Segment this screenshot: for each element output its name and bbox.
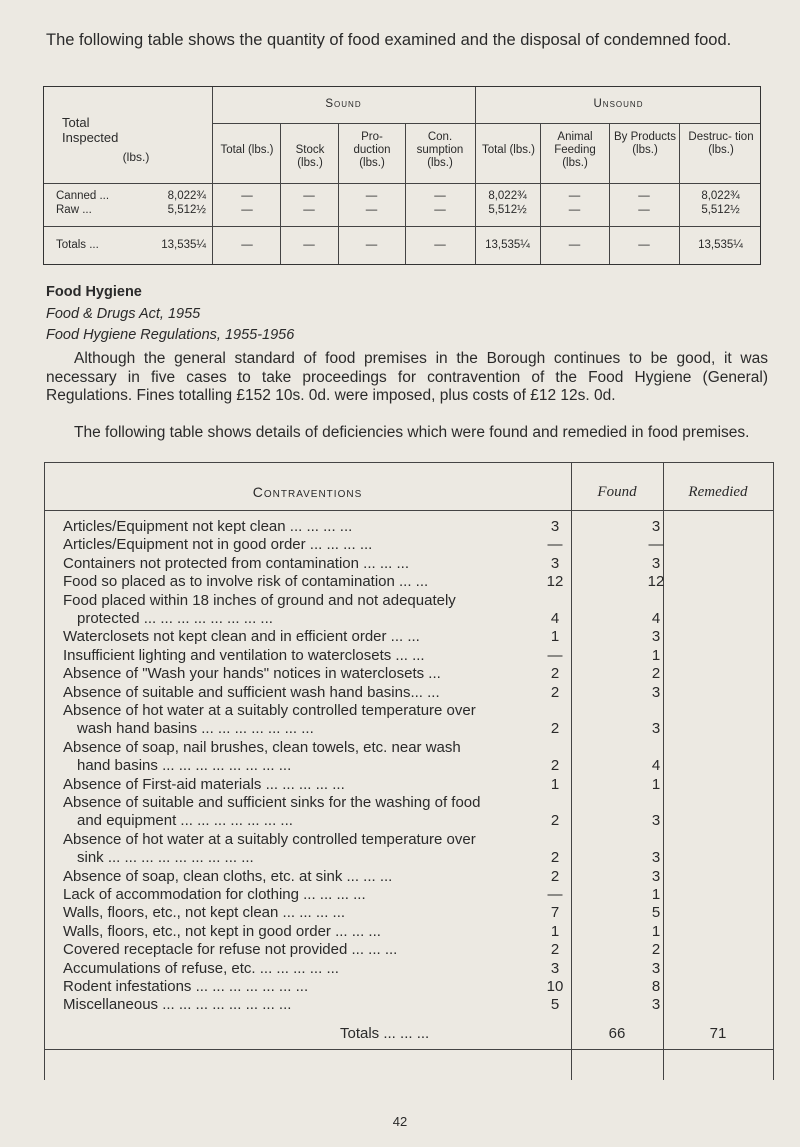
table-row	[63, 536, 774, 554]
found-count: 2	[550, 867, 560, 885]
divider	[212, 87, 213, 264]
found-count: 2	[550, 941, 560, 959]
contravention-label: Articles/Equipment not in good order ... ... ... ...	[63, 536, 373, 554]
remedied-count: 5	[651, 904, 661, 922]
table-row	[63, 831, 774, 849]
table-row	[63, 904, 774, 922]
table-row	[63, 868, 774, 886]
table-row	[63, 720, 774, 738]
contravention-label: protected ... ... ... ... ... ... ... ...	[77, 610, 273, 627]
col-sound-production: Pro- duction (lbs.)	[353, 131, 391, 169]
table-cell: —	[568, 190, 581, 202]
remedied-count: 3	[651, 959, 661, 977]
page-number: 42	[392, 1114, 408, 1129]
contravention-label: sink ... ... ... ... ... ... ... ... ...	[77, 849, 254, 867]
table-cell: —	[568, 204, 581, 216]
divider	[44, 462, 774, 463]
paragraph: Although the general standard of food premises in the Borough continues to be good, it was necessary in five cases to take proceedings for contravention of the Food Hygiene (General) Regulations. Fines totalling £152 10s. 0d. were imposed, plus costs of £12 12s. 0d.	[46, 350, 768, 404]
found-count: 2	[550, 849, 560, 867]
contravention-label: Insufficient lighting and ventilation to waterclosets ... ...	[63, 646, 425, 664]
header-sound: Sound	[325, 98, 362, 110]
table-cell: —	[241, 239, 253, 251]
table-cell: —	[434, 204, 446, 216]
table-row	[63, 941, 774, 959]
remedied-count: 3	[651, 554, 661, 572]
remedied-count: 3	[651, 683, 661, 701]
paragraph: The following table shows details of deficiencies which were found and remedied in food premises.	[74, 424, 750, 441]
remedied-count: 1	[651, 646, 661, 664]
contravention-label: Miscellaneous ... ... ... ... ... ... ... ...	[63, 996, 292, 1014]
found-count: 2	[550, 812, 560, 830]
table-row	[63, 996, 774, 1014]
contravention-label: Articles/Equipment not kept clean ... ... ... ...	[63, 518, 353, 535]
contravention-label: Lack of accommodation for clothing ... ... ... ...	[63, 886, 366, 903]
contravention-label: Walls, floors, etc., not kept clean ... ... ... ...	[63, 904, 346, 922]
found-count: 1	[550, 775, 560, 793]
table-row	[63, 518, 774, 536]
col-sound-stock: Stock (lbs.)	[295, 144, 325, 169]
divider	[44, 462, 45, 1080]
table-row	[63, 960, 774, 978]
contravention-label: hand basins ... ... ... ... ... ... ... ...	[77, 757, 292, 775]
found-count: 1	[550, 628, 560, 646]
header-found: Found	[597, 484, 637, 500]
table-cell: 13,535¼	[485, 239, 530, 251]
table-row	[63, 647, 774, 665]
remedied-count: 1	[651, 886, 661, 903]
table-row	[63, 702, 774, 720]
contravention-label: Accumulations of refuse, etc. ... ... ... ... ...	[63, 959, 339, 977]
found-count: 5	[550, 996, 560, 1014]
remedied-count: 2	[651, 941, 661, 959]
table-row	[63, 628, 774, 646]
table-cell: —	[303, 190, 315, 202]
totals-label: Totals ... ... ...	[340, 1025, 430, 1042]
contravention-label: Absence of suitable and sufficient wash hand basins... ...	[63, 683, 440, 701]
table-row	[63, 665, 774, 683]
contravention-label: Absence of hot water at a suitably controlled temperature over	[63, 830, 476, 848]
contravention-label: Waterclosets not kept clean and in efficient order ... ...	[63, 628, 420, 646]
remedied-count: 1	[651, 922, 661, 940]
found-count: 2	[550, 683, 560, 701]
table-row	[63, 849, 774, 867]
intro-text: The following table shows the quantity of food examined and the disposal of condemned food.	[46, 31, 732, 49]
found-count: 2	[550, 665, 560, 683]
remedied-count: 4	[651, 610, 661, 627]
remedied-count: —	[648, 536, 664, 554]
remedied-count: 4	[651, 757, 661, 775]
table-cell: 8,022¾	[701, 190, 740, 202]
contravention-label: Rodent infestations ... ... ... ... ... ... ...	[63, 978, 309, 995]
remedied-count: 1	[651, 775, 661, 793]
found-count: 10	[546, 978, 564, 995]
contravention-label: Absence of soap, clean cloths, etc. at sink ... ... ...	[63, 867, 393, 885]
divider	[44, 226, 760, 227]
row-label: Canned ...	[56, 190, 110, 202]
table-cell: —	[241, 204, 253, 216]
table-cell: —	[568, 239, 581, 251]
table-cell: —	[303, 204, 315, 216]
remedied-count: 3	[651, 628, 661, 646]
found-count: —	[547, 536, 563, 554]
table-row	[63, 812, 774, 830]
remedied-count: 3	[651, 518, 661, 535]
row-total: 5,512½	[167, 204, 206, 216]
found-count: 3	[550, 554, 560, 572]
found-count: —	[547, 886, 563, 903]
table-row	[63, 684, 774, 702]
found-count: 2	[550, 757, 560, 775]
found-count: 4	[550, 610, 560, 627]
table-row	[63, 573, 774, 591]
divider	[475, 87, 476, 264]
col-unsound-total: Total (lbs.)	[481, 144, 536, 156]
contravention-label: Absence of suitable and sufficient sinks for the washing of food	[63, 794, 481, 811]
table-row	[63, 794, 774, 812]
divider	[44, 1049, 774, 1050]
divider	[44, 183, 760, 184]
table-row	[63, 886, 774, 904]
table-row	[63, 757, 774, 775]
remedied-count: 3	[651, 720, 661, 738]
found-count: —	[547, 646, 563, 664]
header-unsound: Unsound	[593, 98, 644, 110]
header-total-inspected: Total Inspected	[62, 115, 119, 145]
col-unsound-destruction: Destruc- tion (lbs.)	[688, 131, 754, 156]
found-count: 2	[550, 720, 560, 738]
table-row	[63, 923, 774, 941]
row-label: Raw ...	[56, 204, 92, 216]
remedied-count: 3	[651, 849, 661, 867]
contravention-label: wash hand basins ... ... ... ... ... ... ...	[77, 720, 314, 738]
table-row	[63, 776, 774, 794]
remedied-count: 3	[651, 812, 661, 830]
totals-remedied: 71	[709, 1025, 727, 1042]
table-cell: —	[365, 204, 378, 216]
remedied-count: 2	[651, 665, 661, 683]
table-cell: 13,535¼	[698, 239, 743, 251]
table-row	[63, 592, 774, 610]
remedied-count: 12	[647, 573, 665, 591]
regulations-title: Food Hygiene Regulations, 1955-1956	[46, 327, 295, 343]
header-total-unit: (lbs.)	[122, 150, 150, 164]
remedied-count: 3	[651, 867, 661, 885]
remedied-count: 8	[651, 978, 661, 995]
found-count: 3	[550, 959, 560, 977]
contravention-label: Walls, floors, etc., not kept in good order ... ... ...	[63, 922, 381, 940]
found-count: 12	[546, 573, 564, 591]
table-cell: 8,022¾	[488, 190, 527, 202]
contravention-label: Covered receptacle for refuse not provided ... ... ...	[63, 941, 398, 959]
table-cell: —	[365, 239, 378, 251]
header-remedied: Remedied	[688, 484, 748, 500]
contraventions-table	[44, 462, 774, 1080]
totals-label: Totals ...	[56, 239, 99, 251]
col-sound-consumption: Con. sumption (lbs.)	[416, 131, 464, 169]
contravention-label: Absence of "Wash your hands" notices in waterclosets ...	[63, 665, 441, 683]
table-cell: —	[241, 190, 253, 202]
act-title: Food & Drugs Act, 1955	[46, 306, 201, 322]
table-cell: —	[303, 239, 315, 251]
contravention-label: and equipment ... ... ... ... ... ... ...	[77, 812, 293, 830]
totals-total: 13,535¼	[161, 239, 206, 251]
col-unsound-animal-feeding: Animal Feeding (lbs.)	[554, 131, 596, 169]
remedied-count: 3	[651, 996, 661, 1014]
contravention-label: Absence of soap, nail brushes, clean towels, etc. near wash	[63, 738, 461, 756]
food-examined-table	[43, 86, 761, 265]
found-count: 3	[550, 518, 560, 535]
header-contraventions: Contraventions	[252, 484, 363, 500]
table-cell: —	[638, 239, 650, 251]
row-total: 8,022¾	[167, 190, 206, 202]
table-row	[63, 739, 774, 757]
table-cell: 5,512½	[488, 204, 527, 216]
table-cell: —	[434, 239, 446, 251]
col-sound-total: Total (lbs.)	[220, 144, 274, 156]
table-cell: —	[638, 204, 650, 216]
table-row	[63, 978, 774, 996]
totals-found: 66	[608, 1025, 626, 1042]
table-row	[63, 610, 774, 628]
contravention-label: Absence of hot water at a suitably controlled temperature over	[63, 702, 476, 719]
totals-row	[44, 1025, 774, 1043]
divider	[44, 510, 774, 511]
table-cell: 5,512½	[701, 204, 740, 216]
col-unsound-by-products: By Products (lbs.)	[614, 131, 676, 156]
contravention-label: Food placed within 18 inches of ground and not adequately	[63, 591, 456, 609]
contravention-label: Absence of First-aid materials ... ... ... ... ...	[63, 775, 345, 793]
table-row	[63, 555, 774, 573]
table-cell: —	[638, 190, 650, 202]
divider	[212, 123, 760, 124]
contravention-label: Food so placed as to involve risk of contamination ... ...	[63, 573, 429, 591]
table-cell: —	[365, 190, 378, 202]
table-cell: —	[434, 190, 446, 202]
found-count: 1	[550, 922, 560, 940]
section-title: Food Hygiene	[46, 284, 142, 300]
contravention-label: Containers not protected from contamination ... ... ...	[63, 554, 410, 572]
found-count: 7	[550, 904, 560, 922]
